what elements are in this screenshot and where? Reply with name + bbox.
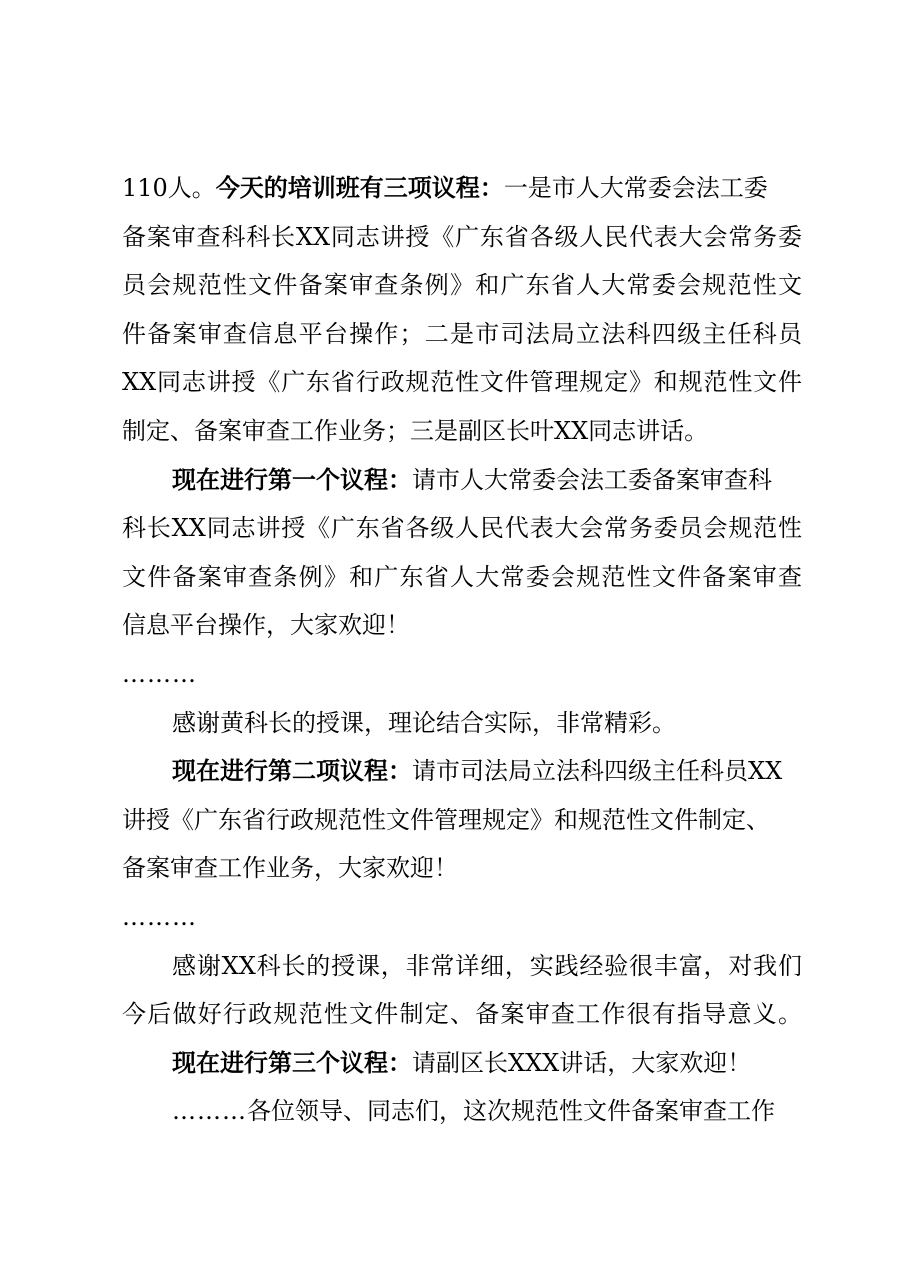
ellipsis-marker: ……… [122,660,197,688]
paragraph-line [172,1048,802,1078]
paragraph-line: XX同志讲授《广东省行政规范性文件管理规定》和规范性文件 [122,368,802,396]
agenda-intro-heading: 今天的培训班有三项议程： [215,174,504,202]
paragraph-lead-text: 110人。 [122,174,216,202]
paragraph-line [122,173,802,203]
agenda-item-heading: 现在进行第一个议程： [172,466,412,494]
agenda-item-heading: 现在进行第三个议程： [172,1049,412,1077]
paragraph-line: 讲授《广东省行政规范性文件管理规定》和规范性文件制定、 [122,806,770,834]
paragraph-line: 感谢XX科长的授课，非常详细，实践经验很丰富，对我们 [172,952,802,980]
paragraph-line: 文件备案审查条例》和广东省人大常委会规范性文件备案审查 [122,563,802,591]
paragraph-text: 请副区长XXX讲话，大家欢迎！ [412,1049,752,1077]
paragraph-line [172,756,802,786]
paragraph-line: 科长XX同志讲授《广东省各级人民代表大会常务委员会规范性 [122,514,802,542]
paragraph-text: 请市人大常委会法工委备案审查科 [412,466,772,494]
paragraph-text: 请市司法局立法科四级主任科员XX [412,757,783,785]
ellipsis-marker: ……… [172,1097,247,1125]
paragraph-line: 件备案审查信息平台操作；二是市司法局立法科四级主任科员 [122,320,802,348]
ellipsis-marker: ……… [122,903,197,931]
agenda-item-heading: 现在进行第二项议程： [172,757,412,785]
paragraph-text: 一是市人大常委会法工委 [503,174,768,202]
paragraph-line: 备案审查工作业务，大家欢迎！ [122,854,458,882]
paragraph-line [172,1096,802,1126]
paragraph-line [172,465,802,495]
paragraph-line: 制定、备案审查工作业务；三是副区长叶XX同志讲话。 [122,417,709,445]
paragraph-line: 备案审查科科长XX同志讲授《广东省各级人民代表大会常务委 [122,223,802,251]
paragraph-line: 员会规范性文件备案审查条例》和广东省人大常委会规范性文 [122,271,802,299]
paragraph-line: 今后做好行政规范性文件制定、备案审查工作很有指导意义。 [122,1000,802,1028]
paragraph-text: 各位领导、同志们，这次规范性文件备案审查工作 [247,1097,775,1125]
paragraph-line: 信息平台操作，大家欢迎！ [122,611,410,639]
paragraph-line: 感谢黄科长的授课，理论结合实际，非常精彩。 [172,709,676,737]
